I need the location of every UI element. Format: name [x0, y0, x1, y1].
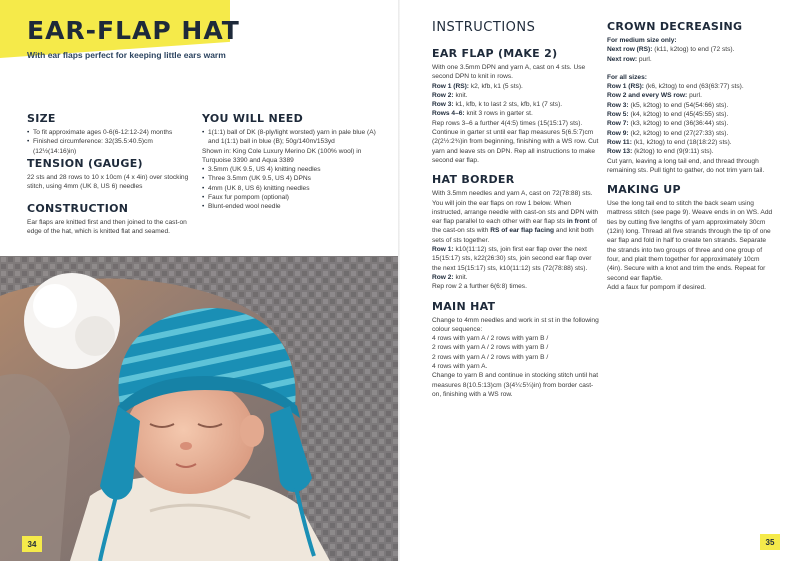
- right-page-number: 35: [760, 534, 780, 550]
- materials-list-2: [202, 165, 382, 211]
- hat-border-heading: HAT BORDER: [432, 173, 515, 187]
- size-item: • Finished circumference: 32(35.5:40.5)cm (12½(14:16)in): [27, 137, 192, 156]
- instructions-column: [432, 20, 600, 399]
- pattern-subtitle: With ear flaps perfect for keeping little ears warm: [27, 50, 226, 60]
- materials-list: [202, 128, 382, 147]
- baby-hat-photo: [0, 256, 400, 561]
- materials-item: • Blunt-ended wool needle: [202, 202, 382, 211]
- main-hat-heading: MAIN HAT: [432, 299, 496, 313]
- pattern-title: EAR-FLAP HAT: [27, 16, 240, 45]
- main-hat-text: Change to 4mm needles and work in st st in the following colour sequence: 4 rows with yarn A / 2 rows with yarn B / 2 rows with yarn A / 2 rows with yarn B / 2 rows with yarn A / 2 rows with yarn B / 4 rows with yarn A. Change to yarn B and continue in stocking stitch until hat measures 8(10.5:13)cm (3(4¼:5¼)in) from border cast-on, finishing with a WS row.: [432, 316, 599, 398]
- materials-item: • 1(1:1) ball of DK (8-ply/light worsted) yarn in pale blue (A) and 1(1:1) ball in blue (B); 50g/140m/153yd: [202, 128, 382, 147]
- materials-item: • 3.5mm (UK 9.5, US 4) knitting needles: [202, 165, 382, 174]
- crown-medium-text: For medium size only: Next row (RS): (k11, k2tog) to end (72 sts). Next row: purl.: [607, 37, 735, 63]
- construction-text: Ear flaps are knitted first and then joined to the cast-on edge of the hat, which is knitted flat and seamed.: [27, 219, 187, 236]
- hat-border-text: With 3.5mm needles and yarn A, cast on 72(78:88) sts. You will join the ear flaps on row 1 below. When instructed, arrange needle with cast-on sts and DPN with ear flap parallel to each other with ear flap sts in front of the cast-on sts with RS of ear flap facing and knit both sets of sts together. Row 1: k10(11:12) sts, join first ear flap over the next 15(15:17) sts, k22(26:30) sts, join second ear flap over the next 15(15:17) sts, k10(11:12) sts (72(78:88) sts). Row 2: knit. Rep row 2 a further 6(6:8) times.: [432, 190, 599, 291]
- crown-column: [607, 20, 775, 292]
- left-page-number: 34: [22, 536, 42, 552]
- materials-item: • 4mm (UK 8, US 6) knitting needles: [202, 184, 382, 193]
- crown-heading: CROWN DECREASING: [607, 20, 743, 33]
- making-up-heading: MAKING UP: [607, 183, 681, 197]
- materials-section: [202, 112, 382, 212]
- tension-text: 22 sts and 28 rows to 10 x 10cm (4 x 4in) over stocking stitch, using 4mm (UK 8, US 6) needles: [27, 174, 189, 191]
- construction-heading: CONSTRUCTION: [27, 202, 129, 215]
- shown-in-text: Shown in: King Cole Luxury Merino DK (100% wool) in Turquoise 3390 and Aqua 3389: [202, 147, 362, 164]
- size-section: [27, 112, 192, 156]
- materials-item: • Three 3.5mm (UK 9.5, US 4) DPNs: [202, 174, 382, 183]
- materials-item: • Faux fur pompom (optional): [202, 193, 382, 202]
- materials-heading: YOU WILL NEED: [202, 112, 304, 125]
- ear-flap-text: With one 3.5mm DPN and yarn A, cast on 4 sts. Use second DPN to knit in rows. Row 1 (RS): k2, kfb, k1 (5 sts). Row 2: knit. Row 3: k1, kfb, k to last 2 sts, kfb, k1 (7 sts). Rows 4–6: knit 3 rows in garter st. Rep rows 3–6 a further 4(4:5) times (15(15:17) sts). Continue in garter st until ear flap measures 5(6.5:7)cm (2(2½:2¾)in from beginning, finishing with a WS row. Cut yarn and leave sts on DPN. Rep all instructions to make second ear flap.: [432, 64, 599, 164]
- size-item: • To fit approximate ages 0-6(6-12:12-24) months: [27, 128, 192, 137]
- construction-section: [27, 202, 192, 237]
- making-up-text: Use the long tail end to stitch the back seam using mattress stitch (see page 9). Weave ends in on WS. Add ties by cutting five lengths of yarn approximately 30cm (12in) long. Thread all five strands through the tip of one ear flap and fold in half to create ten strands. Separate the strands into two groups of three and one group of four, and plait them together for approximately 10cm (4in). Secure with a knot and trim the ends. Repeat for second ear flap/tie. Add a faux fur pompom if desired.: [607, 200, 773, 291]
- right-page: [400, 0, 800, 561]
- instructions-heading: INSTRUCTIONS: [432, 20, 536, 35]
- ear-flap-heading: EAR FLAP (MAKE 2): [432, 47, 558, 60]
- tension-heading: TENSION (GAUGE): [27, 157, 143, 170]
- crown-all-text: For all sizes: Row 1 (RS): (k6, k2tog) to end (63(63:77) sts). Row 2 and every WS row: purl. Row 3: (k5, k2tog) to end (54(54:66) sts). Row 5: (k4, k2tog) to end (45(45:55) sts). Row 7: (k3, k2tog) to end (36(36:44) sts). Row 9: (k2, k2tog) to end (27(27:33) sts). Row 11: (k1, k2tog) to end (18(18:22) sts). Row 13: (k2tog) to end (9(9:11) sts). Cut yarn, leaving a long tail end, and thread through remaining sts. Pull tight to gather, do not trim yarn tail.: [607, 73, 765, 174]
- photo-illustration: [0, 256, 400, 561]
- size-list: [27, 128, 192, 156]
- tension-section: [27, 157, 192, 192]
- size-heading: SIZE: [27, 112, 56, 125]
